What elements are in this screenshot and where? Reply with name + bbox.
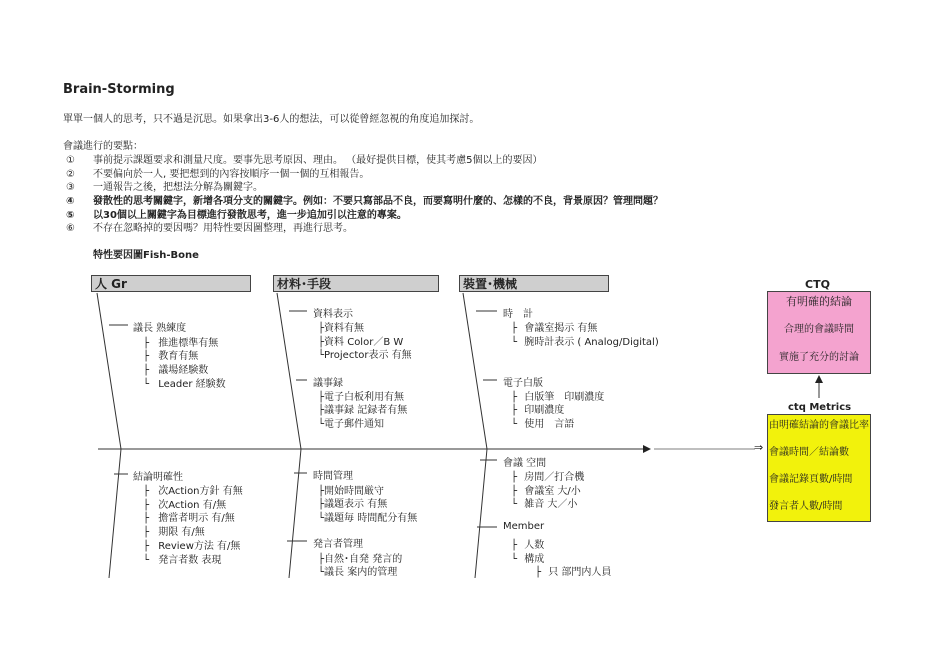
equipment-branch-3: 會議 空間 bbox=[503, 458, 547, 469]
list-item: ├ 只 部門内人員 bbox=[535, 567, 612, 578]
ctq-line-3: 實施了充分的討論 bbox=[779, 352, 859, 363]
equipment-branch-1: 時 計 bbox=[503, 309, 533, 320]
list-item: ├開始時間厳守 bbox=[318, 486, 385, 497]
list-item: ├ 教育有無 bbox=[143, 351, 199, 362]
people-branch-2: 結論明確性 bbox=[133, 472, 183, 483]
materials-branch-1: 資料表示 bbox=[313, 309, 353, 320]
metrics-line-2: 會議時間／結論數 bbox=[769, 447, 849, 458]
ctq-box bbox=[767, 291, 871, 374]
list-item: ├ 推進標準有無 bbox=[143, 338, 219, 349]
bone-materials-lower bbox=[289, 449, 301, 578]
metrics-box bbox=[767, 414, 871, 522]
list-item: ├ 印刷濃度 bbox=[511, 405, 565, 416]
equipment-branch-2: 電子白版 bbox=[503, 378, 543, 389]
list-item: ├ 會議室 大/小 bbox=[511, 486, 581, 497]
point-5: ⑤ 以30個以上關鍵字為目標進行發散思考，進一步追加引以注意的專案。 bbox=[66, 210, 407, 221]
list-item: ├ 會議室掲示 有無 bbox=[511, 323, 598, 334]
metrics-title: ctq Metrics bbox=[788, 402, 852, 413]
metrics-line-3: 會議記錄頁數/時間 bbox=[769, 474, 853, 485]
list-item: └議題毎 時間配分有無 bbox=[318, 513, 418, 524]
bone-materials-upper bbox=[277, 293, 301, 449]
metrics-line-4: 發言者人數/時間 bbox=[769, 501, 843, 512]
category-equipment-header: 裝置･機械 bbox=[459, 275, 609, 292]
list-item: ├議事録 記録者有無 bbox=[318, 405, 408, 416]
equipment-branch-4: Member bbox=[503, 521, 545, 532]
people-branch-1: 議長 熟練度 bbox=[133, 323, 187, 334]
list-item: └ 雑音 大／小 bbox=[511, 499, 578, 510]
list-item: └Projector表示 有無 bbox=[318, 350, 412, 361]
list-item: ├ 次Action方針 有無 bbox=[143, 486, 243, 497]
list-item: └ 使用 言語 bbox=[511, 419, 575, 430]
list-item: ├資料有無 bbox=[318, 323, 365, 334]
materials-branch-2: 議事録 bbox=[313, 378, 343, 389]
list-item: ├ 白版筆 印刷濃度 bbox=[511, 392, 605, 403]
ctq-line-2: 合理的會議時間 bbox=[784, 324, 854, 335]
point-4: ④ 發散性的思考關鍵字，新增各項分支的關鍵字。例如：不要只寫部品不良，而要寫明什麼的、怎樣的不良，背景原因？管理問題？ bbox=[66, 196, 663, 207]
list-item: └ 構成 bbox=[511, 554, 545, 565]
list-item: ├ Review方法 有/無 bbox=[143, 541, 241, 552]
bone-people-lower bbox=[109, 449, 121, 578]
arrow-glyph: ⇒ bbox=[754, 441, 764, 454]
intro-text: 單單一個人的思考，只不過是沉思。如果拿出3-6人的想法，可以從曾經忽視的角度追加探討。 bbox=[63, 114, 480, 125]
list-item: ├ 期限 有/無 bbox=[143, 527, 205, 538]
ctq-title: CTQ bbox=[805, 278, 830, 291]
point-6: ⑥ 不存在忽略掉的要因嗎？用特性要因圖整理，再進行思考。 bbox=[66, 223, 353, 234]
ctq-line-1: 有明確的結論 bbox=[786, 295, 852, 308]
point-3: ③ 一通報告之後，把想法分解為關鍵字。 bbox=[66, 182, 263, 193]
bone-people-upper bbox=[97, 293, 121, 449]
category-materials-header: 材料･手段 bbox=[273, 275, 439, 292]
list-item: ├ 房間／打合機 bbox=[511, 472, 585, 483]
list-item: ├電子白板利用有無 bbox=[318, 392, 405, 403]
list-item: ├ 擔當者明示 有/無 bbox=[143, 513, 235, 524]
list-item: ├自然･自発 発言的 bbox=[318, 554, 403, 565]
list-item: └電子郵件通知 bbox=[318, 419, 385, 430]
fishbone-label: 特性要因圖Fish-Bone bbox=[93, 250, 199, 261]
category-people-header: 人 Gr bbox=[91, 275, 251, 292]
list-item: └議長 案内的管理 bbox=[318, 567, 398, 578]
point-2: ② 不要偏向於一人, 要把想到的內容按順序一個一個的互相報告。 bbox=[66, 169, 370, 180]
list-item: ├議題表示 有無 bbox=[318, 499, 388, 510]
metrics-line-1: 由明確結論的會議比率 bbox=[769, 420, 869, 431]
bone-equipment-upper bbox=[463, 293, 487, 449]
list-item: ├ 議場経験数 bbox=[143, 365, 209, 376]
point-1: ① 事前提示課題要求和測量尺度。要事先思考原因、理由。 （最好提供目標，使其考慮5個以上的要因） bbox=[66, 155, 543, 166]
bone-equipment-lower bbox=[475, 449, 487, 578]
page-title: Brain-Storming bbox=[63, 82, 175, 97]
points-heading: 會議進行的要點： bbox=[63, 141, 143, 152]
list-item: └ 発言者数 表現 bbox=[143, 555, 222, 566]
list-item: └ Leader 経験数 bbox=[143, 379, 226, 390]
materials-branch-3: 時間管理 bbox=[313, 471, 353, 482]
materials-branch-4: 発言者管理 bbox=[313, 539, 363, 550]
list-item: └ 腕時計表示 ( Analog/Digital) bbox=[511, 337, 659, 348]
list-item: ├ 次Action 有/無 bbox=[143, 500, 227, 511]
list-item: ├資料 Color／B W bbox=[318, 337, 404, 348]
list-item: ├ 人数 bbox=[511, 540, 545, 551]
